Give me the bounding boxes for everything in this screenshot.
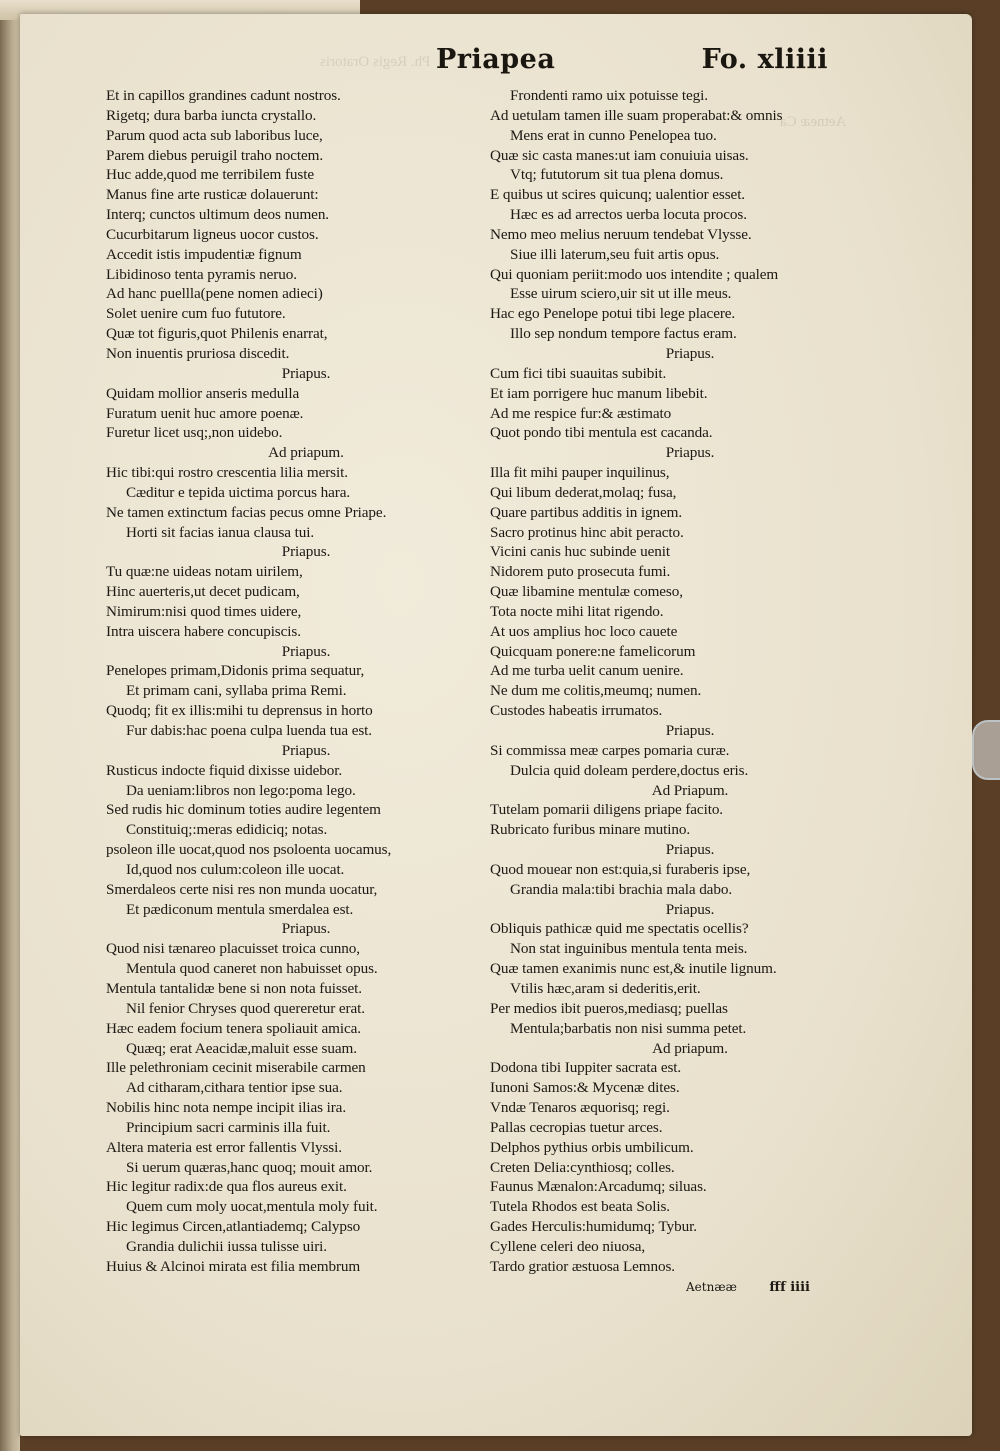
verse-line: Illo sep nondum tempore factus eram. <box>510 325 737 343</box>
verse-line: Vndæ Tenaros æquorisq; regi. <box>490 1099 670 1117</box>
verse-line: Per medios ibit pueros,mediasq; puellas <box>490 999 728 1017</box>
verse-line: Horti sit facias ianua clausa tui. <box>126 523 315 541</box>
verse-line: Quidam mollior anseris medulla <box>106 384 300 402</box>
verse-line: Quod nisi tænareo placuisset troica cunno, <box>106 940 360 958</box>
verse-line: Sacro protinus hinc abit peracto. <box>490 523 684 541</box>
verse-line: Dodona tibi Iuppiter sacrata est. <box>490 1059 682 1077</box>
page-header <box>100 40 840 80</box>
section-heading: Priapus. <box>281 741 331 759</box>
page-footer <box>686 1280 810 1295</box>
verse-line: Principium sacri carminis illa fuit. <box>126 1118 331 1136</box>
verse-line: Da ueniam:libros non lego:poma lego. <box>126 781 356 799</box>
verse-line: Furatum uenit huc amore poenæ. <box>106 404 304 422</box>
verse-line: Huius & Alcinoi mirata est filia membrum <box>106 1257 361 1275</box>
verse-line: Intra uiscera habere concupiscis. <box>106 622 301 640</box>
verse-line: Si uerum quæras,hanc quoq; mouit amor. <box>126 1158 373 1176</box>
bleed-through-text: Aetneæ Ca <box>780 114 847 130</box>
verse-line: Dulcia quid doleam perdere,doctus eris. <box>510 761 749 779</box>
verse-line: Siue illi laterum,seu fuit artis opus. <box>510 245 720 263</box>
section-heading: Priapus. <box>281 543 331 561</box>
verse-line: Huc adde,quod me terribilem fuste <box>106 166 314 184</box>
verse-line: Ad hanc puellla(pene nomen adieci) <box>106 285 323 303</box>
verse-line: Quæq; erat Aeacidæ,maluit esse suam. <box>126 1039 357 1057</box>
verse-line: Ad me turba uelit canum uenire. <box>490 662 684 680</box>
verse-line: Et primam cani, syllaba prima Remi. <box>126 682 347 700</box>
paper-clip <box>972 720 1000 780</box>
verse-line: Mentula tantalidæ bene si non nota fuisset. <box>106 979 362 997</box>
verse-line: Tutelam pomarii diligens priape facito. <box>490 801 724 819</box>
bleed-through-text: Ph. Regis Oratoris <box>320 54 431 70</box>
verse-line: Pallas cecropias tuetur arces. <box>490 1118 663 1136</box>
verse-line: Penelopes primam,Didonis prima sequatur, <box>106 662 365 680</box>
verse-line: Hic tibi:qui rostro crescentia lilia mersit. <box>106 464 348 482</box>
verse-line: Illa fit mihi pauper inquilinus, <box>490 464 670 482</box>
book-binding-edge <box>0 0 20 1451</box>
verse-line: Ille pelethroniam cecinit miserabile carmen <box>106 1059 366 1077</box>
verse-line: Hic legimus Circen,atlantiademq; Calypso <box>106 1218 361 1236</box>
verse-line: Quot pondo tibi mentula est cacanda. <box>490 424 713 442</box>
section-heading: Priapus. <box>665 722 715 739</box>
verse-line: Parem diebus peruigil traho noctem. <box>106 146 324 164</box>
verse-line: Rubricato furibus minare mutino. <box>490 821 691 839</box>
verse-line: Cum fici tibi suauitas subibit. <box>490 364 667 382</box>
verse-line: Rusticus indocte fiquid dixisse uidebor. <box>106 761 343 779</box>
verse-line: Gades Herculis:humidumq; Tybur. <box>490 1218 697 1236</box>
verse-line: Rigetq; dura barba iuncta crystallo. <box>106 106 317 124</box>
verse-line: Qui libum dederat,molaq; fusa, <box>490 483 677 501</box>
verse-line: Hæc es ad arrectos uerba locuta procos. <box>510 206 747 224</box>
verse-line: Hinc auerteris,ut decet pudicam, <box>106 583 300 601</box>
verse-line: psoleon ille uocat,quod nos psoloenta uocamus, <box>106 841 392 859</box>
verse-line: Tota nocte mihi litat rigendo. <box>490 602 664 620</box>
verse-line: E quibus ut scires quicunq; ualentior esset. <box>490 186 746 204</box>
verse-line: Quare partibus additis in ignem. <box>490 503 683 521</box>
verse-line: Grandia mala:tibi brachia mala dabo. <box>510 880 733 898</box>
running-title: Priapea <box>436 44 556 75</box>
folio-number: Fo. xliiii <box>701 44 828 75</box>
verse-line: Creten Delia:cynthiosq; colles. <box>490 1158 675 1176</box>
verse-line: Si commissa meæ carpes pomaria curæ. <box>490 741 730 759</box>
verse-line: Vtilis hæc,aram si dederitis,erit. <box>510 979 701 997</box>
verse-line: Et in capillos grandines cadunt nostros. <box>106 87 341 104</box>
verse-line: Constituiq;:meras edidiciq; notas. <box>126 821 328 839</box>
verse-line: Iunoni Samos:& Mycenæ dites. <box>490 1079 680 1097</box>
verse-line: Quicquam ponere:ne famelicorum <box>490 642 696 660</box>
verse-line: Ad uetulam tamen ille suam properabat:& omnis <box>490 106 783 124</box>
verse-line: Ne tamen extinctum facias pecus omne Priape. <box>106 503 387 521</box>
verse-line: Ne dum me colitis,meumq; numen. <box>490 682 702 700</box>
verse-line: Id,quod nos culum:coleon ille uocat. <box>126 860 345 878</box>
verse-line: Et pædiconum mentula smerdalea est. <box>126 900 354 918</box>
section-heading: Priapus. <box>665 900 715 918</box>
verse-line: Mentula quod caneret non habuisset opus. <box>126 960 378 978</box>
verse-line: Nobilis hinc nota nempe incipit ilias ira. <box>106 1099 347 1117</box>
verse-line: At uos amplius hoc loco cauete <box>490 622 678 640</box>
verse-line: Cyllene celeri deo niuosa, <box>490 1237 646 1255</box>
verse-line: Ad citharam,cithara tentior ipse sua. <box>126 1079 343 1097</box>
verse-line: Esse uirum sciero,uir sit ut ille meus. <box>510 285 732 303</box>
verse-line: Mens erat in cunno Penelopea tuo. <box>510 126 717 144</box>
verse-line: Tardo gratior æstuosa Lemnos. <box>490 1257 676 1275</box>
right-text-column <box>490 86 860 1277</box>
verse-line: Libidinoso tenta pyramis neruo. <box>106 265 297 283</box>
section-heading: Ad priapum. <box>268 444 344 462</box>
verse-line: Cæditur e tepida uictima porcus hara. <box>126 483 351 501</box>
verse-line: Custodes habeatis irrumatos. <box>490 702 663 720</box>
verse-line: Quæ tamen exanimis nunc est,& inutile lignum. <box>490 960 777 978</box>
verse-line: Non inuentis pruriosa discedit. <box>106 344 290 362</box>
verse-line: Quodq; fit ex illis:mihi tu deprensus in horto <box>106 702 373 720</box>
verse-line: Manus fine arte rusticæ dolauerunt: <box>106 186 319 204</box>
section-heading: Ad Priapum. <box>651 781 729 799</box>
left-text-column <box>106 86 466 1277</box>
verse-line: Vicini canis huc subinde uenit <box>490 543 670 561</box>
verse-line: Ad me respice fur:& æstimato <box>490 404 672 422</box>
verse-line: Parum quod acta sub laboribus luce, <box>106 126 323 144</box>
verse-line: Altera materia est error fallentis Vlyssi. <box>106 1138 342 1156</box>
verse-line: Nidorem puto prosecuta fumi. <box>490 563 671 581</box>
verse-line: Obliquis pathicæ quid me spectatis ocellis? <box>490 920 749 938</box>
verse-line: Vtq; fututorum sit tua plena domus. <box>510 166 724 184</box>
verse-line: Smerdaleos certe nisi res non munda uocatur, <box>106 880 378 898</box>
verse-line: Tutela Rhodos est beata Solis. <box>490 1198 670 1216</box>
verse-line: Quem cum moly uocat,mentula moly fuit. <box>126 1198 378 1216</box>
verse-line: Mentula;barbatis non nisi summa petet. <box>510 1019 747 1037</box>
verse-line: Sed rudis hic dominum toties audire legentem <box>106 801 381 819</box>
catchword: Aetnææ <box>686 1280 737 1294</box>
section-heading: Priapus. <box>281 642 331 660</box>
verse-line: Hac ego Penelope potui tibi lege placere. <box>490 305 736 323</box>
verse-line: Hic legitur radix:de qua flos aureus exit. <box>106 1178 347 1196</box>
verse-line: Quod mouear non est:quia,si furaberis ipse, <box>490 860 751 878</box>
section-heading: Ad priapum. <box>652 1039 728 1057</box>
verse-line: Solet uenire cum fuo fututore. <box>106 305 286 323</box>
verse-line: Tu quæ:ne uideas notam uirilem, <box>106 563 303 581</box>
verse-line: Accedit istis impudentiæ fignum <box>106 245 302 263</box>
signature-mark: fff iiii <box>769 1280 810 1295</box>
section-heading: Priapus. <box>665 344 715 362</box>
verse-line: Hæc eadem focium tenera spoliauit amica. <box>106 1019 361 1037</box>
verse-line: Fur dabis:hac poena culpa luenda tua est. <box>126 722 372 739</box>
section-heading: Priapus. <box>281 920 331 938</box>
verse-line: Quæ sic casta manes:ut iam conuiuia uisas. <box>490 146 749 164</box>
verse-line: Frondenti ramo uix potuisse tegi. <box>510 87 708 104</box>
verse-line: Interq; cunctos ultimum deos numen. <box>106 206 330 224</box>
section-heading: Priapus. <box>281 364 331 382</box>
verse-line: Delphos pythius orbis umbilicum. <box>490 1138 694 1156</box>
verse-line: Nimirum:nisi quod times uidere, <box>106 602 302 620</box>
verse-line: Nil fenior Chryses quod quereretur erat. <box>126 999 365 1017</box>
verse-line: Faunus Mænalon:Arcadumq; siluas. <box>490 1178 707 1196</box>
section-heading: Priapus. <box>665 444 715 462</box>
verse-line: Quæ libamine mentulæ comeso, <box>490 583 683 601</box>
verse-line: Furetur licet usq;,non uidebo. <box>106 424 283 442</box>
section-heading: Priapus. <box>665 841 715 859</box>
verse-line: Et iam porrigere huc manum libebit. <box>490 384 708 402</box>
verse-line: Non stat inguinibus mentula tenta meis. <box>510 940 748 958</box>
verse-line: Qui quoniam periit:modo uos intendite ; qualem <box>490 265 779 283</box>
verse-line: Nemo meo melius neruum tendebat Vlysse. <box>490 225 752 243</box>
verse-line: Grandia dulichii iussa tulisse uiri. <box>126 1237 327 1255</box>
verse-line: Quæ tot figuris,quot Philenis enarrat, <box>106 325 328 343</box>
verse-line: Cucurbitarum ligneus uocor custos. <box>106 225 319 243</box>
